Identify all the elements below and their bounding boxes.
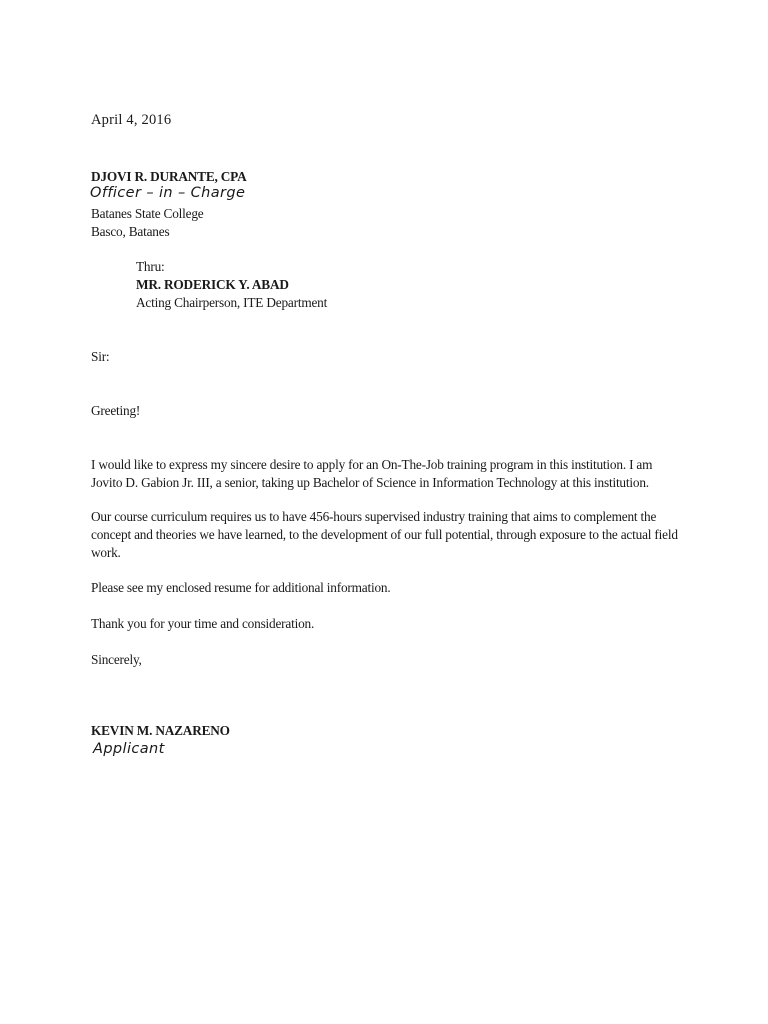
paragraph-line: Our course curriculum requires us to have 456-hours supervised industry training that aims to complement the [91, 509, 657, 524]
thru-title: Acting Chairperson, ITE Department [136, 295, 328, 310]
thru-label: Thru: [136, 259, 165, 274]
body-paragraph [91, 456, 691, 492]
paragraph-line: Thank you for your time and consideration. [91, 616, 315, 631]
paragraph-line: I would like to express my sincere desire to apply for an On-The-Job training program in this institution. I am [91, 457, 653, 472]
signer-title: Applicant [93, 741, 165, 757]
paragraph-line: work. [91, 545, 121, 560]
signer-name: KEVIN M. NAZARENO [91, 723, 230, 738]
letter-date: April 4, 2016 [91, 112, 172, 128]
recipient-organization: Batanes State College [91, 206, 204, 221]
paragraph-line: concept and theories we have learned, to the development of our full potential, through exposure to the actual field [91, 527, 678, 542]
paragraph-line: Please see my enclosed resume for additional information. [91, 580, 391, 595]
recipient-name: DJOVI R. DURANTE, CPA [91, 169, 247, 184]
body-paragraph [91, 579, 691, 597]
paragraph-line: Jovito D. Gabion Jr. III, a senior, taking up Bachelor of Science in Information Technology at this institution. [91, 475, 649, 490]
body-paragraph [91, 508, 691, 562]
greeting: Greeting! [91, 403, 141, 418]
body-paragraph [91, 615, 691, 633]
salutation: Sir: [91, 349, 110, 364]
recipient-address: Basco, Batanes [91, 224, 170, 239]
thru-name: MR. RODERICK Y. ABAD [136, 277, 289, 292]
recipient-title: Officer – in – Charge [90, 185, 246, 201]
closing: Sincerely, [91, 652, 142, 667]
